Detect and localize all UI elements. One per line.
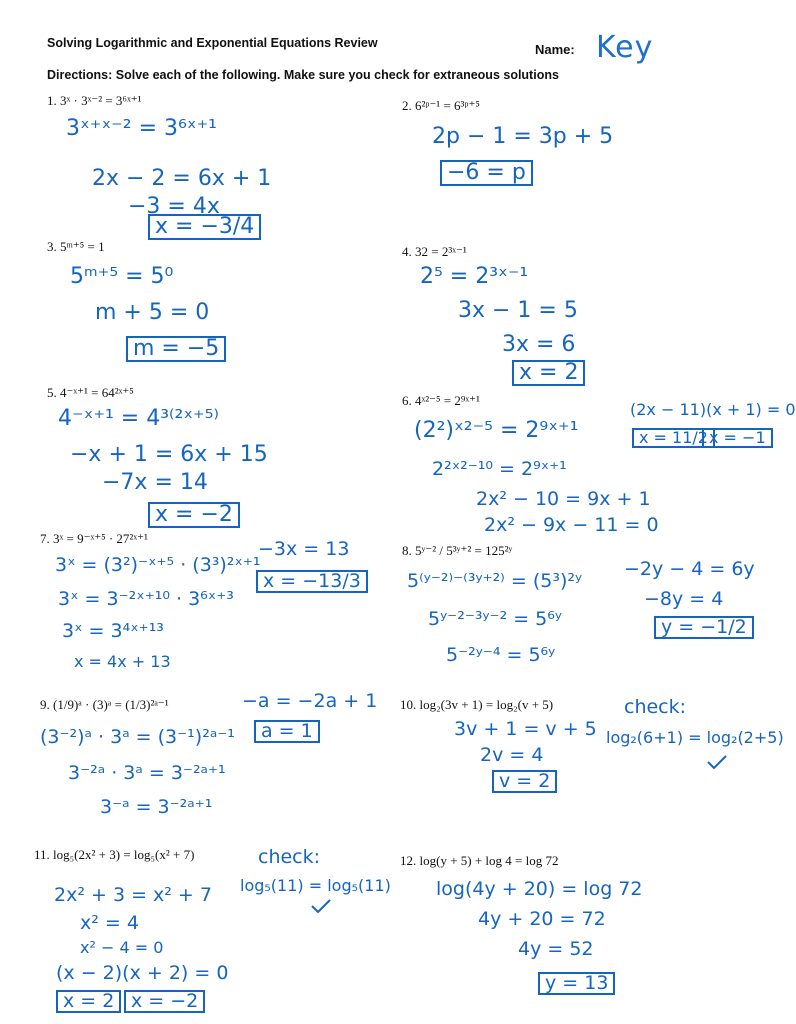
problem-6-work: 2²ˣ²⁻¹⁰ = 2⁹ˣ⁺¹ [432,458,567,480]
problem-9-work: 3⁻ᵃ = 3⁻²ᵃ⁺¹ [100,796,213,818]
problem-11-answer-2: x = −2 [124,990,205,1013]
problem-11-answer-box-2 [124,990,205,1013]
problem-4-answer-box [512,360,585,386]
problem-3-answer-box [126,336,226,362]
problem-11-answer-box-1 [56,990,121,1013]
problem-10-work: 2v = 4 [480,744,544,766]
problem-11-work: x² = 4 [80,912,139,934]
problem-8-answer: y = −1/2 [654,616,754,639]
problem-10-answer: v = 2 [492,770,557,793]
problem-11-label: 11. log₅(2x² + 3) = log₅(x² + 7) [34,847,195,862]
problem-8-work: 5ʸ⁻²⁻³ʸ⁻² = 5⁶ʸ [428,608,562,630]
problem-3-answer: m = −5 [126,336,226,362]
checkmark-icon [310,898,332,914]
name-value-handwritten: Key [596,30,654,65]
problem-6-answer-box-2 [702,428,773,448]
problem-1-answer: x = −3/4 [148,214,261,240]
problem-7-work: x = 4x + 13 [74,652,171,671]
problem-6-factored: (2x − 11)(x + 1) = 0 [630,400,796,419]
name-label: Name: [535,42,575,57]
problem-4-answer: x = 2 [512,360,585,386]
problem-1-answer-box [148,214,261,240]
problem-12-answer: y = 13 [538,972,615,995]
problem-3-label: 3. 5ᵐ⁺⁵ = 1 [47,239,105,254]
problem-11-check: log₅(11) = log₅(11) [240,876,391,895]
problem-11-work: (x − 2)(x + 2) = 0 [56,962,229,984]
problem-6-work: 2x² − 9x − 11 = 0 [484,514,659,536]
problem-1-label: 1. 3ˣ · 3ˣ⁻² = 3⁶ˣ⁺¹ [47,93,142,108]
problem-7-work: 3ˣ = 3⁴ˣ⁺¹³ [62,620,164,642]
problem-11-answer-1: x = 2 [56,990,121,1013]
problem-7-label: 7. 3ˣ = 9⁻ˣ⁺⁵ · 27²ˣ⁺¹ [40,531,148,546]
problem-2-work: 2p − 1 = 3p + 5 [432,124,614,149]
problem-7-answer: x = −13/3 [256,570,368,593]
problem-5-work: −x + 1 = 6x + 15 [70,442,268,467]
worksheet-title: Solving Logarithmic and Exponential Equations Review [47,36,378,50]
problem-10-answer-box [492,770,557,793]
problem-2-label: 2. 6²ᵖ⁻¹ = 6³ᵖ⁺⁵ [402,98,480,113]
problem-9-answer: a = 1 [254,720,320,743]
problem-8-work: −2y − 4 = 6y [624,558,755,580]
problem-7-answer-box [256,570,368,593]
problem-2-answer: −6 = p [440,160,533,186]
directions: Directions: Solve each of the following. Make sure you check for extraneous solutions [47,68,559,82]
problem-12-work: 4y + 20 = 72 [478,908,606,930]
problem-4-work: 3x = 6 [502,332,576,357]
problem-8-work: 5⁽ʸ⁻²⁾⁻⁽³ʸ⁺²⁾ = (5³)²ʸ [407,570,583,592]
problem-8-work: 5⁻²ʸ⁻⁴ = 5⁶ʸ [446,644,556,666]
problem-7-work: −3x = 13 [258,538,350,560]
problem-12-answer-box [538,972,615,995]
problem-3-work: m + 5 = 0 [95,300,210,325]
problem-4-label: 4. 32 = 2³ˣ⁻¹ [402,244,467,259]
problem-12-label: 12. log(y + 5) + log 4 = log 72 [400,853,559,868]
problem-8-answer-box [654,616,754,639]
problem-1-work: 3ˣ⁺ˣ⁻² = 3⁶ˣ⁺¹ [66,116,218,141]
problem-1-work: 2x − 2 = 6x + 1 [92,166,272,191]
problem-12-work: log(4y + 20) = log 72 [436,878,643,900]
problem-9-answer-box [254,720,320,743]
problem-2-answer-box [440,160,533,186]
problem-6-answer-1: x = 11/2 [632,428,715,448]
problem-5-work: 4⁻ˣ⁺¹ = 4³⁽²ˣ⁺⁵⁾ [58,406,219,431]
problem-11-work: 2x² + 3 = x² + 7 [54,884,212,906]
problem-10-check-label: check: [624,696,687,718]
problem-3-work: 5ᵐ⁺⁵ = 5⁰ [70,264,174,289]
problem-11-work: x² − 4 = 0 [80,938,164,957]
problem-6-answer-2: x = −1 [702,428,773,448]
problem-5-answer-box [148,502,240,528]
problem-12-work: 4y = 52 [518,938,594,960]
problem-7-work: 3ˣ = (3²)⁻ˣ⁺⁵ · (3³)²ˣ⁺¹ [55,554,261,576]
problem-4-work: 3x − 1 = 5 [458,298,578,323]
problem-11-check-label: check: [258,846,321,868]
problem-5-work: −7x = 14 [102,470,208,495]
problem-6-work: 2x² − 10 = 9x + 1 [476,488,651,510]
problem-8-label: 8. 5ʸ⁻² / 5³ʸ⁺² = 125²ʸ [402,543,513,558]
problem-4-work: 2⁵ = 2³ˣ⁻¹ [420,264,529,289]
problem-10-work: 3v + 1 = v + 5 [454,718,597,740]
problem-9-work: −a = −2a + 1 [242,690,378,712]
problem-9-label: 9. (1/9)ᵃ · (3)ᵃ = (1/3)²ᵃ⁻¹ [40,697,169,712]
problem-10-check: log₂(6+1) = log₂(2+5) [606,728,784,747]
problem-1-work: −3 = 4x [128,194,220,219]
problem-6-label: 6. 4ˣ²⁻⁵ = 2⁹ˣ⁺¹ [402,393,480,408]
checkmark-icon [706,754,728,770]
problem-8-work: −8y = 4 [644,588,724,610]
problem-5-answer: x = −2 [148,502,240,528]
problem-10-label: 10. log₂(3v + 1) = log₂(v + 5) [400,697,554,712]
problem-7-work: 3ˣ = 3⁻²ˣ⁺¹⁰ · 3⁶ˣ⁺³ [58,588,234,610]
problem-9-work: 3⁻²ᵃ · 3ᵃ = 3⁻²ᵃ⁺¹ [68,762,226,784]
problem-9-work: (3⁻²)ᵃ · 3ᵃ = (3⁻¹)²ᵃ⁻¹ [40,726,235,748]
problem-6-work: (2²)ˣ²⁻⁵ = 2⁹ˣ⁺¹ [414,418,579,443]
problem-5-label: 5. 4⁻ˣ⁺¹ = 64²ˣ⁺⁵ [47,385,134,400]
